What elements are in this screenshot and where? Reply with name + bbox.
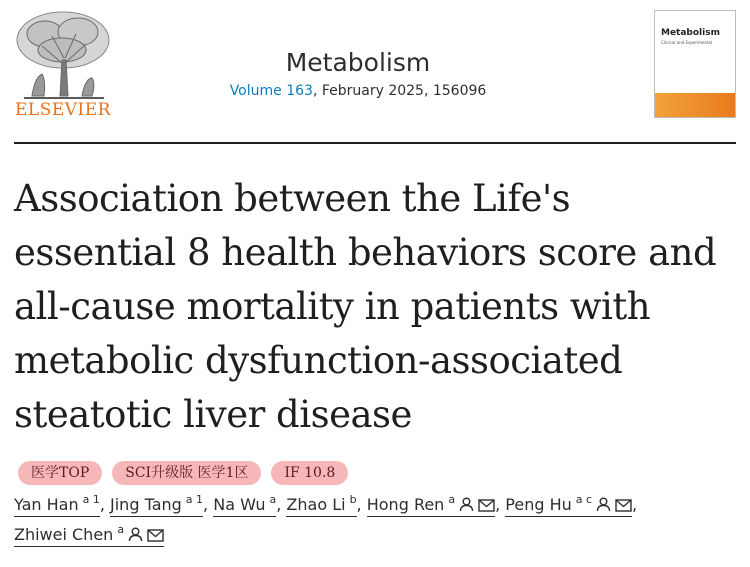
journal-name-link[interactable]: Metabolism (285, 48, 431, 77)
volume-link[interactable]: Volume 163 (229, 83, 313, 99)
person-icon (596, 497, 611, 512)
author-name: Peng Hu (505, 495, 572, 514)
author-link-corresponding[interactable] (14, 524, 164, 547)
author-link[interactable] (213, 494, 276, 517)
author-name: Zhao Li (286, 495, 346, 514)
badge-sci-upgrade[interactable]: SCI升级版 医学1区 (112, 461, 261, 485)
author-link[interactable] (286, 494, 356, 517)
badge-medicine-top[interactable]: 医学TOP (18, 461, 102, 485)
author-link[interactable] (14, 494, 100, 517)
author-name: Hong Ren (366, 495, 445, 514)
cover-title: Metabolism (661, 28, 720, 38)
header-divider (14, 142, 736, 144)
envelope-icon (478, 499, 495, 512)
author-name: Jing Tang (110, 495, 182, 514)
author-name: Na Wu (213, 495, 266, 514)
author-affiliation: a 1 (82, 493, 100, 506)
author-link-corresponding[interactable] (367, 494, 495, 517)
person-icon (459, 497, 474, 512)
author-link[interactable] (110, 494, 203, 517)
journal-issue-info (200, 83, 516, 99)
metric-badges (18, 461, 348, 485)
elsevier-logo[interactable] (12, 8, 114, 124)
author-separator: , (276, 495, 282, 514)
author-affiliation: a 1 (185, 493, 204, 506)
issue-details: , February 2025, 156096 (312, 83, 487, 99)
cover-subtitle: Clinical and Experimental (661, 40, 713, 45)
author-separator: , (632, 495, 638, 514)
cover-color-band (655, 93, 735, 117)
author-affiliation: a (448, 493, 456, 506)
elsevier-tree-icon (12, 8, 114, 100)
envelope-icon (147, 529, 164, 542)
elsevier-wordmark: ELSEVIER (15, 100, 111, 120)
author-list (14, 490, 734, 550)
author-affiliation: b (349, 493, 357, 506)
journal-cover-thumbnail[interactable] (654, 10, 736, 118)
author-affiliation: a c (575, 493, 593, 506)
journal-header (200, 46, 516, 99)
author-separator: , (495, 495, 501, 514)
envelope-icon (615, 499, 632, 512)
author-name: Yan Han (14, 495, 79, 514)
person-icon (128, 527, 143, 542)
badge-impact-factor[interactable]: IF 10.8 (271, 461, 348, 485)
author-separator: , (203, 495, 209, 514)
author-separator: , (356, 495, 362, 514)
author-affiliation: a (269, 493, 277, 506)
author-affiliation: a (117, 523, 125, 536)
author-separator: , (99, 495, 105, 514)
author-link-corresponding[interactable] (505, 494, 632, 517)
article-title: Association between the Life's essential 8 health behaviors score and all-cause mortality in patients with metabolic dysfunction-associated steatotic liver disease (14, 177, 717, 436)
author-name: Zhiwei Chen (14, 525, 114, 544)
